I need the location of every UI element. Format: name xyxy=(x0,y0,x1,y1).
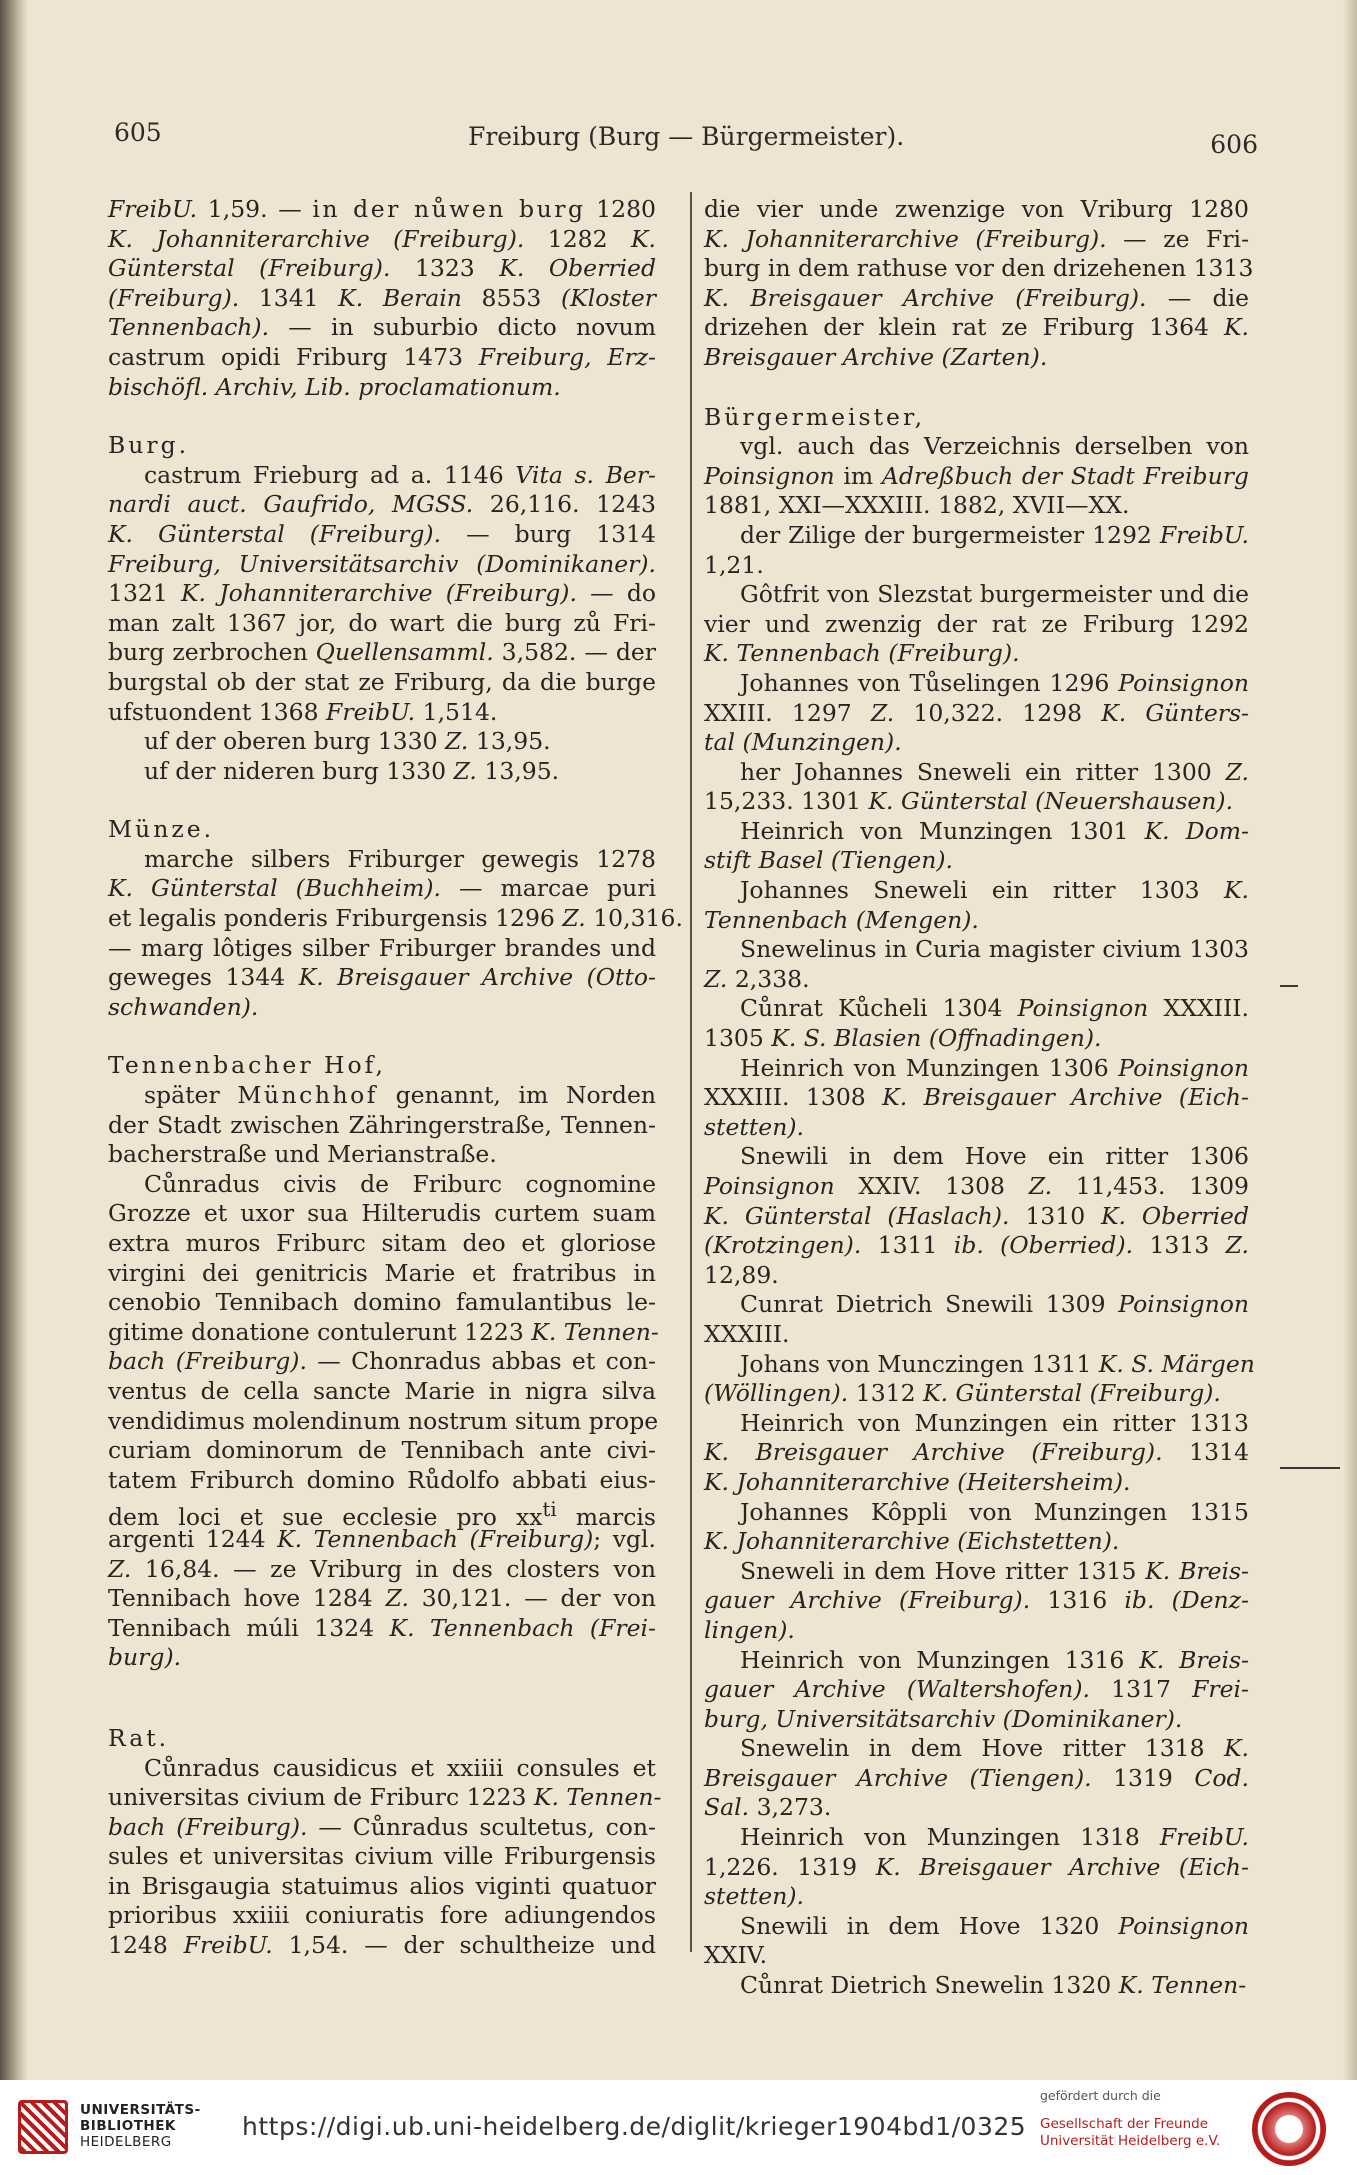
text-line: XXIII. 1297 Z. 10,322. 1298 K. Günters- xyxy=(704,698,1249,727)
text-line: Snewelin in dem Hove ritter 1318 K. xyxy=(740,1734,1249,1763)
text-line: geweges 1344 K. Breisgauer Archive (Otto- xyxy=(108,963,656,992)
text-line: K. Breisgauer Archive (Freiburg). — die xyxy=(704,283,1249,312)
section-gap xyxy=(108,1673,656,1695)
text-line: FreibU. 1,59. — in der nůwen burg 1280 xyxy=(108,195,656,223)
text-line: Johans von Munczingen 1311 K. S. Märgen xyxy=(740,1349,1255,1378)
section-heading: Rat. xyxy=(108,1723,170,1752)
text-line: K. Johanniterarchive (Freiburg). — ze Fri- xyxy=(704,224,1250,253)
text-line: K. Johanniterarchive (Freiburg). 1282 K. xyxy=(108,224,657,253)
section-heading: Burg. xyxy=(108,431,190,460)
text-line: 12,89. xyxy=(704,1260,779,1289)
text-line: (Wöllingen). 1312 K. Günterstal (Freiburg). xyxy=(704,1379,1221,1408)
text-line: Günterstal (Freiburg). 1323 K. Oberried xyxy=(108,254,657,283)
page-header xyxy=(108,118,1258,158)
text-line: gauer Archive (Waltershofen). 1317 Frei- xyxy=(704,1675,1249,1704)
margin-mark xyxy=(1280,1467,1340,1469)
text-line: Heinrich von Munzingen 1316 K. Breis- xyxy=(740,1645,1249,1674)
text-line: castrum opidi Friburg 1473 Freiburg, Erz- xyxy=(108,342,656,371)
text-line: Tennibach hove 1284 Z. 30,121. — der von xyxy=(108,1584,657,1613)
text-line: man zalt 1367 jor, do wart die burg zů Fri- xyxy=(108,608,656,637)
text-line: bach (Freiburg). — Cůnradus scultetus, con- xyxy=(108,1812,656,1841)
text-line: 1305 K. S. Blasien (Offnadingen). xyxy=(704,1024,1102,1053)
text-line: sules et universitas civium ville Friburgensis xyxy=(108,1842,656,1871)
text-line: K. Johanniterarchive (Eichstetten). xyxy=(704,1527,1120,1556)
section-heading: Bürgermeister, xyxy=(704,402,926,431)
text-line: gauer Archive (Freiburg). 1316 ib. (Denz- xyxy=(704,1586,1249,1615)
text-line: K. Breisgauer Archive (Freiburg). 1314 xyxy=(704,1438,1249,1467)
text-line: lingen). xyxy=(704,1615,795,1644)
left-column xyxy=(108,195,683,1961)
text-line: XXXIII. xyxy=(704,1319,790,1348)
text-line: der Stadt zwischen Zähringerstraße, Tennen- xyxy=(108,1110,656,1139)
text-line: burg zerbrochen Quellensamml. 3,582. — der xyxy=(108,638,656,667)
text-line: Johannes Kôppli von Munzingen 1315 xyxy=(740,1497,1249,1526)
text-line: drizehen der klein rat ze Friburg 1364 K. xyxy=(704,313,1249,342)
sponsor-caption: gefördert durch die xyxy=(1040,2088,1161,2103)
text-line: Tennibach múli 1324 K. Tennenbach (Frei- xyxy=(108,1613,656,1642)
text-line: Gôtfrit von Slezstat burgermeister und die xyxy=(740,580,1249,609)
text-line: K. Tennenbach (Freiburg). xyxy=(704,639,1020,668)
text-line: Poinsignon im Adreßbuch der Stadt Freiburg xyxy=(704,461,1249,490)
text-line: gitime donatione contulerunt 1223 K. Tennen- xyxy=(108,1317,659,1346)
text-line: stift Basel (Tiengen). xyxy=(704,846,953,875)
text-line: Z. 2,338. xyxy=(704,964,810,993)
text-line: Cůnrat Kůcheli 1304 Poinsignon XXXIII. xyxy=(740,994,1249,1023)
text-line: bach (Freiburg). — Chonradus abbas et con- xyxy=(108,1347,656,1376)
text-line: Z. 16,84. — ze Vriburg in des closters von xyxy=(108,1554,656,1583)
text-line: K. Johanniterarchive (Heitersheim). xyxy=(704,1467,1131,1496)
text-line: Cůnrat Dietrich Snewelin 1320 K. Tennen- xyxy=(740,1971,1247,2000)
text-line: vier und zwenzig der rat ze Friburg 1292 xyxy=(704,609,1249,638)
viewer-footer xyxy=(0,2080,1357,2175)
text-line: extra muros Friburc sitam deo et gloriose xyxy=(108,1229,656,1257)
text-line: schwanden). xyxy=(108,992,259,1021)
text-line: (Krotzingen). 1311 ib. (Oberried). 1313 Z. xyxy=(704,1231,1249,1260)
text-line: Snewili in dem Hove 1320 Poinsignon xyxy=(740,1911,1249,1940)
text-line: 15,233. 1301 K. Günterstal (Neuershausen). xyxy=(704,787,1234,816)
text-line: 1248 FreibU. 1,54. — der schultheize und xyxy=(108,1931,656,1960)
text-line: Heinrich von Munzingen ein ritter 1313 xyxy=(740,1408,1249,1437)
text-line: K. Günterstal (Buchheim). — marcae puri xyxy=(108,874,656,903)
text-line: burg in dem rathuse vor den drizehenen 1313 xyxy=(704,254,1254,283)
text-line: uf der nideren burg 1330 Z. 13,95. xyxy=(144,756,560,785)
text-line: Snewelinus in Curia magister civium 1303 xyxy=(740,935,1249,964)
text-line: Poinsignon XXIV. 1308 Z. 11,453. 1309 xyxy=(704,1172,1249,1200)
text-line: marche silbers Friburger gewegis 1278 xyxy=(144,844,656,873)
section-heading: Tennenbacher Hof, xyxy=(108,1051,387,1080)
text-line: tatem Friburch domino Růdolfo abbati eius- xyxy=(108,1465,656,1494)
text-line: — marg lôtiges silber Friburger brandes und xyxy=(108,933,656,962)
section-heading: Münze. xyxy=(108,815,215,844)
text-line: stetten). xyxy=(704,1882,804,1911)
column-divider xyxy=(690,192,692,1952)
permalink-url[interactable]: https://digi.ub.uni-heidelberg.de/diglit/krieger1904bd1/0325 xyxy=(242,2112,1027,2141)
text-line: Cůnradus civis de Friburc cognomine xyxy=(144,1169,656,1198)
text-line: Sal. 3,273. xyxy=(704,1793,832,1822)
text-line: Breisgauer Archive (Tiengen). 1319 Cod. xyxy=(704,1763,1249,1792)
text-line: Sneweli in dem Hove ritter 1315 K. Breis- xyxy=(740,1556,1249,1585)
text-line: virgini dei genitricis Marie et fratribus in xyxy=(108,1258,656,1287)
text-line: ufstuondent 1368 FreibU. 1,514. xyxy=(108,697,498,726)
text-line: 1,226. 1319 K. Breisgauer Archive (Eich- xyxy=(704,1852,1249,1881)
text-line: tal (Munzingen). xyxy=(704,728,902,757)
text-line: vgl. auch das Verzeichnis derselben von xyxy=(740,432,1249,461)
text-line: universitas civium de Friburc 1223 K. Tennen- xyxy=(108,1783,662,1812)
text-line: dem loci et sue ecclesie pro $xx^{ti}$ marcis xyxy=(108,1498,656,1532)
text-line: stetten). xyxy=(704,1112,804,1141)
text-line: K. Günterstal (Freiburg). — burg 1314 xyxy=(108,519,656,548)
text-line: burg, Universitätsarchiv (Dominikaner). xyxy=(704,1704,1183,1733)
text-line: Grozze et uxor sua Hilterudis curtem suam xyxy=(108,1199,656,1228)
text-line: Johannes Sneweli ein ritter 1303 K. xyxy=(740,876,1249,905)
text-line: in Brisgaugia statuimus alios viginti quatuor xyxy=(108,1871,656,1900)
text-line: 1321 K. Johanniterarchive (Freiburg). — do xyxy=(108,579,657,608)
text-line: Cůnradus causidicus et xxiiii consules et xyxy=(144,1753,656,1782)
text-line: prioribus xxiiii coniuratis fore adiungendos xyxy=(108,1901,656,1930)
text-line: Tennenbach (Mengen). xyxy=(704,905,979,934)
text-line: uf der oberen burg 1330 Z. 13,95. xyxy=(144,727,551,756)
page-number-right: 606 xyxy=(1210,130,1258,159)
text-line: 1881, XXI—XXXIII. 1882, XVII—XX. xyxy=(704,491,1130,520)
society-seal-icon[interactable] xyxy=(1252,2092,1326,2166)
text-line: vendidimus molendinum nostrum situm prope xyxy=(108,1406,659,1435)
text-line: bacherstraße und Merianstraße. xyxy=(108,1140,497,1169)
text-line: Tennenbach). — in suburbio dicto novum xyxy=(108,313,656,342)
text-line: castrum Frieburg ad a. 1146 Vita s. Ber- xyxy=(144,460,656,489)
text-line: Freiburg, Universitätsarchiv (Dominikaner). xyxy=(108,549,656,578)
text-line: Heinrich von Munzingen 1306 Poinsignon xyxy=(740,1053,1249,1082)
text-line: Heinrich von Munzingen 1301 K. Dom- xyxy=(740,816,1250,845)
text-line: burg). xyxy=(108,1643,182,1672)
text-line: nardi auct. Gaufrido, MGSS. 26,116. 1243 xyxy=(108,490,656,519)
text-line: der Zilige der burgermeister 1292 FreibU. xyxy=(740,520,1249,549)
text-line: curiam dominorum de Tennibach ante civi- xyxy=(108,1436,656,1465)
text-line: burgstal ob der stat ze Friburg, da die burge xyxy=(108,667,656,696)
margin-mark xyxy=(1280,985,1298,987)
text-line: (Freiburg). 1341 K. Berain 8553 (Kloster xyxy=(108,283,657,312)
text-line: 1,21. xyxy=(704,550,764,579)
text-line: XXXIII. 1308 K. Breisgauer Archive (Eich- xyxy=(704,1083,1249,1112)
text-line: später Münchhof genannt, im Norden xyxy=(144,1081,656,1110)
text-line: cenobio Tennibach domino famulantibus le- xyxy=(108,1288,656,1317)
university-library-logo-icon[interactable] xyxy=(18,2100,68,2154)
text-line: Johannes von Tůselingen 1296 Poinsignon xyxy=(740,668,1249,697)
university-library-name[interactable]: UNIVERSITÄTS- BIBLIOTHEK HEIDELBERG xyxy=(80,2102,201,2150)
text-line: XXIV. xyxy=(704,1941,768,1970)
text-line: her Johannes Sneweli ein ritter 1300 Z. xyxy=(740,757,1249,786)
right-column xyxy=(704,195,1255,2001)
society-name[interactable]: Gesellschaft der Freunde Universität Heidelberg e.V. xyxy=(1040,2116,1221,2149)
text-line: argenti 1244 K. Tennenbach (Freiburg); vgl. xyxy=(108,1524,656,1553)
text-line: Snewili in dem Hove ein ritter 1306 xyxy=(740,1142,1249,1171)
running-title: Freiburg (Burg — Bürgermeister). xyxy=(468,122,905,151)
text-line: ventus de cella sancte Marie in nigra silva xyxy=(108,1376,656,1405)
page-number-left: 605 xyxy=(114,118,162,147)
text-line: bischöfl. Archiv, Lib. proclamationum. xyxy=(108,372,561,401)
text-line: K. Günterstal (Haslach). 1310 K. Oberried xyxy=(704,1201,1249,1230)
text-line: Breisgauer Archive (Zarten). xyxy=(704,342,1048,371)
text-line: Cunrat Dietrich Snewili 1309 Poinsignon xyxy=(740,1290,1249,1319)
text-line: Heinrich von Munzingen 1318 FreibU. xyxy=(740,1823,1249,1852)
text-line: die vier unde zwenzige von Vriburg 1280 xyxy=(704,195,1249,223)
text-line: et legalis ponderis Friburgensis 1296 Z. 10,316. xyxy=(108,904,683,933)
